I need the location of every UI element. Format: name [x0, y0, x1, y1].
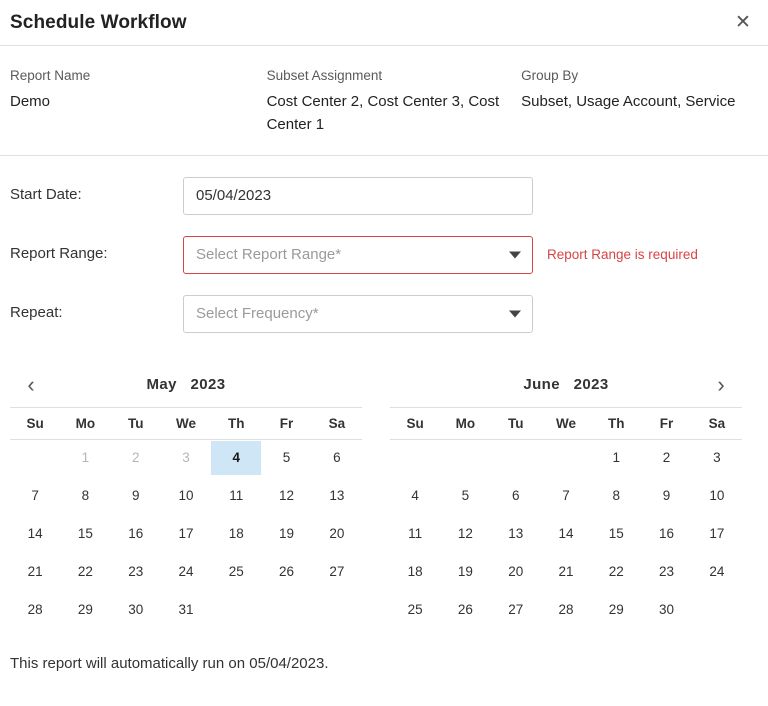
calendar-week-row: [390, 591, 742, 629]
calendar-day-cell[interactable]: [541, 477, 591, 515]
calendar-day-cell[interactable]: [641, 515, 691, 553]
calendar-day-cell[interactable]: [161, 553, 211, 591]
calendar-day-label: 14: [27, 526, 43, 541]
calendar-day-label: 21: [558, 564, 574, 579]
calendar-day-label: 8: [81, 488, 90, 503]
calendar-day-cell[interactable]: [591, 591, 641, 629]
calendar-day-label: 18: [228, 526, 244, 541]
calendar-day-cell[interactable]: [111, 477, 161, 515]
calendar-day-cell[interactable]: [440, 515, 490, 553]
report-name-value: Demo: [10, 93, 51, 110]
close-icon[interactable]: ✕: [732, 12, 754, 34]
calendar-day-cell[interactable]: [390, 515, 440, 553]
calendar-day-cell[interactable]: [591, 439, 641, 477]
calendar-day-cell[interactable]: [641, 439, 691, 477]
calendar-day-label: 1: [81, 450, 90, 466]
start-date-label: Start Date:: [10, 185, 82, 203]
chevron-right-icon[interactable]: ›: [708, 372, 734, 398]
report-range-error-message: Report Range is required: [547, 246, 698, 262]
calendar-day-label: 11: [229, 488, 244, 503]
calendar-right-year: 2023: [573, 376, 609, 393]
calendar-day-label: 7: [562, 488, 570, 503]
calendar-day-label: 15: [77, 526, 93, 541]
calendar-day-cell[interactable]: [60, 515, 110, 553]
calendar-empty-cell: [390, 439, 440, 477]
calendar-empty-cell: [692, 591, 742, 629]
calendar-day-label: 6: [511, 488, 520, 503]
weekday-tu: Tu: [491, 407, 541, 439]
calendar-left-month: May: [146, 376, 177, 393]
calendar-day-label: 18: [407, 564, 423, 579]
calendar-left-weekday-row: [10, 407, 362, 439]
calendar-week-row: [390, 477, 742, 515]
calendar-day-cell[interactable]: [692, 515, 742, 553]
calendar-day-label: 29: [608, 602, 624, 617]
calendar-day-label: [10, 441, 60, 475]
calendar-day-cell[interactable]: [312, 439, 362, 477]
calendar-day-label: 5: [461, 488, 470, 503]
calendar-day-label: 19: [279, 526, 295, 541]
calendar-day-label: 3: [182, 450, 190, 466]
calendar-day-label: 30: [128, 602, 144, 617]
summary-subset-assignment: [267, 68, 522, 137]
calendar-right-weekday-row: [390, 407, 742, 439]
calendar-day-label: [261, 593, 311, 627]
calendar-day-cell[interactable]: [111, 591, 161, 629]
group-by-value: Subset, Usage Account, Service: [521, 93, 736, 110]
calendar-day-cell[interactable]: [211, 515, 261, 553]
calendar-day-cell[interactable]: [111, 439, 161, 477]
report-range-select-wrap: [183, 236, 533, 274]
calendar-day-label: 25: [407, 602, 423, 617]
calendar-day-cell[interactable]: [111, 515, 161, 553]
calendar-day-cell[interactable]: [692, 439, 742, 477]
calendar-day-label: 13: [329, 488, 345, 503]
calendar-day-cell[interactable]: [491, 515, 541, 553]
calendar-day-cell[interactable]: [312, 553, 362, 591]
weekday-mo: Mo: [440, 407, 490, 439]
weekday-sa: Sa: [692, 407, 742, 439]
calendar-day-cell[interactable]: [10, 553, 60, 591]
calendar-right-table: [390, 407, 742, 630]
calendar-day-label: 28: [27, 602, 43, 617]
repeat-frequency-select[interactable]: Select Frequency*: [183, 295, 533, 333]
calendar-day-label: 22: [77, 564, 93, 579]
chevron-left-icon[interactable]: ‹: [18, 372, 44, 398]
calendar-day-label: 4: [411, 488, 419, 503]
calendar-day-cell[interactable]: [541, 591, 591, 629]
weekday-su: Su: [390, 407, 440, 439]
calendar-day-label: 30: [659, 602, 675, 617]
page-title: Schedule Workflow: [10, 11, 187, 33]
calendar-week-row: [390, 553, 742, 591]
calendar-day-cell[interactable]: [161, 439, 211, 477]
calendar-day-cell[interactable]: [440, 553, 490, 591]
report-range-select[interactable]: Select Report Range*: [183, 236, 533, 274]
weekday-we: We: [161, 407, 211, 439]
calendar-right-body: [390, 439, 742, 629]
calendar-right-month: June: [523, 376, 560, 393]
calendar-day-label: 2: [662, 450, 671, 466]
calendar-week-row: [10, 515, 362, 553]
calendar-day-cell[interactable]: [491, 591, 541, 629]
calendar-day-label: [541, 441, 591, 475]
calendar-day-label: 27: [329, 564, 345, 579]
calendar-day-label: 3: [713, 450, 721, 466]
calendar-day-label: [312, 593, 362, 627]
calendar-day-cell[interactable]: [641, 553, 691, 591]
calendar-day-cell[interactable]: [390, 477, 440, 515]
calendar-day-label: 20: [329, 526, 345, 541]
calendar-day-cell[interactable]: [541, 553, 591, 591]
calendar-day-cell[interactable]: [261, 553, 311, 591]
calendar-day-label: 2: [131, 450, 140, 466]
calendar-right: [390, 363, 742, 630]
calendar-empty-cell: [10, 439, 60, 477]
calendar-day-label: 25: [228, 564, 244, 579]
calendar-empty-cell: [440, 439, 490, 477]
calendar-day-label: 13: [508, 526, 524, 541]
calendar-day-cell[interactable]: [390, 553, 440, 591]
calendar-right-header: [390, 363, 742, 407]
start-date-row: [10, 177, 758, 215]
calendar-day-cell[interactable]: [312, 515, 362, 553]
calendar-day-cell[interactable]: [60, 553, 110, 591]
calendar-day-cell[interactable]: [491, 553, 541, 591]
calendar-day-label: 28: [558, 602, 574, 617]
calendar-day-label: 23: [128, 564, 144, 579]
calendar-day-cell[interactable]: [161, 515, 211, 553]
calendar-day-cell[interactable]: [390, 591, 440, 629]
calendar-day-label: 23: [659, 564, 675, 579]
calendar-day-label: 9: [662, 488, 671, 503]
calendar-left: [10, 363, 362, 630]
repeat-select-wrap: [183, 295, 533, 333]
calendar-day-label: 19: [457, 564, 473, 579]
calendar-day-label: 5: [282, 450, 291, 466]
calendar-left-year: 2023: [190, 376, 226, 393]
calendar-left-title: [146, 376, 225, 393]
calendar-day-label: 8: [612, 488, 621, 503]
weekday-tu: Tu: [111, 407, 161, 439]
calendar-day-cell[interactable]: [10, 591, 60, 629]
schedule-form: [0, 177, 768, 333]
dialog-header: [0, 0, 768, 46]
calendar-area: [0, 363, 768, 630]
calendar-day-cell[interactable]: [161, 477, 211, 515]
calendar-week-row: [10, 477, 362, 515]
calendar-day-label: 10: [709, 488, 725, 503]
calendar-day-cell[interactable]: [161, 591, 211, 629]
calendar-week-row: [10, 591, 362, 629]
calendar-day-label: 16: [128, 526, 144, 541]
calendar-day-cell[interactable]: [261, 477, 311, 515]
weekday-fr: Fr: [261, 407, 311, 439]
calendar-week-row: [390, 439, 742, 477]
report-range-label: Report Range:: [10, 244, 108, 262]
calendar-week-row: [390, 515, 742, 553]
calendar-day-label: 16: [659, 526, 675, 541]
calendar-day-cell[interactable]: [692, 553, 742, 591]
calendar-day-label: 12: [279, 488, 295, 503]
calendar-day-label: 11: [408, 526, 423, 541]
calendar-day-cell[interactable]: [261, 515, 311, 553]
calendar-day-label: [440, 441, 490, 475]
calendar-day-label: 17: [709, 526, 725, 541]
weekday-su: Su: [10, 407, 60, 439]
calendar-day-label: 26: [279, 564, 295, 579]
calendar-day-cell[interactable]: [641, 591, 691, 629]
subset-assignment-value: Cost Center 2, Cost Center 3, Cost Center 1: [266, 93, 500, 134]
group-by-label: Group By: [521, 68, 579, 83]
calendar-day-cell[interactable]: [60, 591, 110, 629]
calendar-right-title: [523, 376, 608, 393]
calendar-day-cell[interactable]: [211, 477, 261, 515]
calendar-empty-cell: [541, 439, 591, 477]
report-range-row: [10, 236, 758, 274]
calendar-empty-cell: [211, 591, 261, 629]
calendar-day-label: 22: [608, 564, 624, 579]
calendar-day-cell[interactable]: [440, 477, 490, 515]
schedule-summary-note: This report will automatically run on 05/04/2023.: [10, 655, 329, 672]
calendar-day-label: 21: [27, 564, 43, 579]
calendar-day-cell[interactable]: [60, 439, 110, 477]
calendar-empty-cell: [312, 591, 362, 629]
calendar-day-label: [211, 593, 261, 627]
calendar-day-cell[interactable]: [440, 591, 490, 629]
calendar-day-label: 15: [608, 526, 624, 541]
calendar-day-label: [491, 441, 541, 475]
calendar-day-cell[interactable]: [641, 477, 691, 515]
calendar-day-label: 24: [178, 564, 194, 579]
calendar-empty-cell: [261, 591, 311, 629]
calendar-day-label: 12: [457, 526, 473, 541]
calendar-day-cell[interactable]: [541, 515, 591, 553]
weekday-th: Th: [591, 407, 641, 439]
calendar-day-label: 7: [31, 488, 39, 503]
calendar-day-label: 1: [612, 450, 621, 466]
calendar-left-body: [10, 439, 362, 629]
calendar-day-cell[interactable]: [591, 553, 641, 591]
calendar-day-label: 31: [178, 602, 194, 617]
calendar-day-cell[interactable]: [10, 477, 60, 515]
report-name-label: Report Name: [10, 68, 91, 83]
calendar-day-label: 20: [508, 564, 524, 579]
calendar-day-cell[interactable]: [60, 477, 110, 515]
calendar-left-table: [10, 407, 362, 630]
subset-assignment-label: Subset Assignment: [266, 68, 383, 83]
calendar-week-row: [10, 439, 362, 477]
calendar-day-label: 9: [131, 488, 140, 503]
summary-report-name: [10, 68, 267, 137]
calendar-day-cell[interactable]: [491, 477, 541, 515]
calendar-day-label: 14: [558, 526, 574, 541]
calendar-day-label: 24: [709, 564, 725, 579]
calendar-day-label: 26: [457, 602, 473, 617]
calendar-day-label: 4: [211, 441, 261, 475]
calendar-day-label: 27: [508, 602, 524, 617]
weekday-we: We: [541, 407, 591, 439]
start-date-input[interactable]: [183, 177, 533, 215]
weekday-mo: Mo: [60, 407, 110, 439]
calendar-day-label: [692, 593, 742, 627]
calendar-day-cell[interactable]: [312, 477, 362, 515]
calendar-day-cell[interactable]: [692, 477, 742, 515]
repeat-row: [10, 295, 758, 333]
calendar-day-label: 29: [77, 602, 93, 617]
repeat-label: Repeat:: [10, 303, 63, 321]
calendar-day-cell[interactable]: [10, 515, 60, 553]
calendar-day-label: [390, 441, 440, 475]
calendar-day-cell[interactable]: [211, 553, 261, 591]
calendar-left-header: [10, 363, 362, 407]
summary-bar: [0, 46, 768, 156]
calendar-day-cell[interactable]: [211, 439, 261, 477]
calendar-day-cell[interactable]: [591, 515, 641, 553]
calendar-day-label: 10: [178, 488, 194, 503]
calendar-day-cell[interactable]: [111, 553, 161, 591]
calendar-day-label: 17: [178, 526, 194, 541]
calendar-day-cell[interactable]: [591, 477, 641, 515]
calendar-day-label: 6: [333, 450, 341, 466]
weekday-sa: Sa: [312, 407, 362, 439]
calendar-week-row: [10, 553, 362, 591]
calendar-empty-cell: [491, 439, 541, 477]
summary-group-by: [521, 68, 758, 137]
weekday-th: Th: [211, 407, 261, 439]
weekday-fr: Fr: [641, 407, 691, 439]
calendar-day-cell[interactable]: [261, 439, 311, 477]
